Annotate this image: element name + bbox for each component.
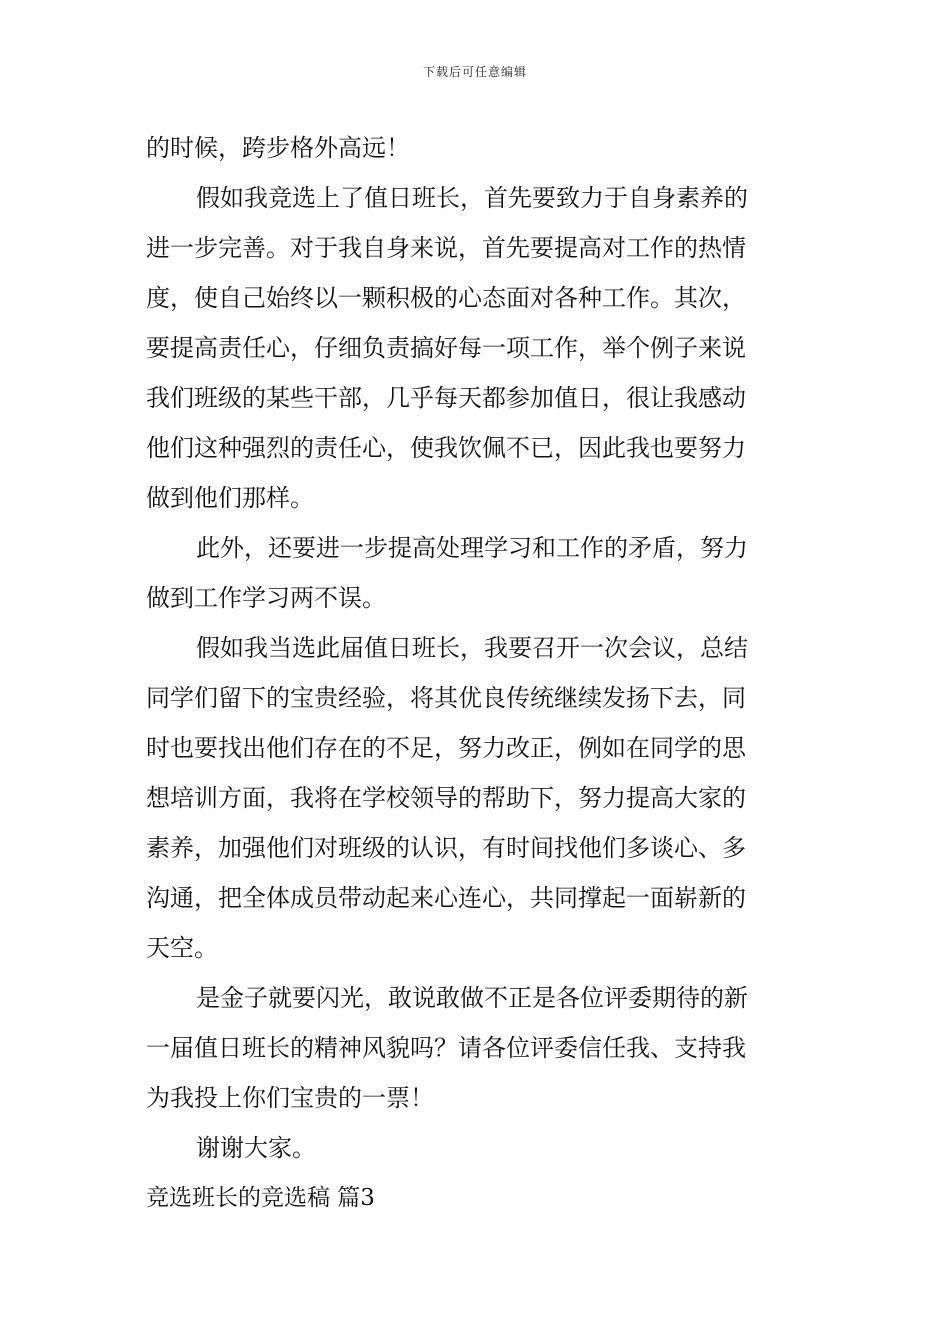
paragraph-first-line: 是金子就要闪光，敢说敢做不正是各位评委期待的新: [196, 984, 748, 1012]
body-line: 进一步完善。对于我自身来说，首先要提高对工作的热情: [146, 234, 746, 262]
closing-line: 谢谢大家。: [196, 1134, 316, 1162]
paragraph-first-line: 假如我当选此届值日班长，我要召开一次会议，总结: [196, 634, 748, 662]
paragraph-first-line: 假如我竞选上了值日班长，首先要致力于自身素养的: [196, 184, 748, 212]
body-line: 度，使自己始终以一颗积极的心态面对各种工作。其次，: [146, 284, 746, 312]
body-line: 他们这种强烈的责任心，使我饮佩不已，因此我也要努力: [146, 434, 746, 462]
section-heading: 竞选班长的竞选稿 篇3: [146, 1185, 375, 1211]
body-line: 为我投上你们宝贵的一票！: [146, 1084, 434, 1112]
body-line: 要提高责任心，仔细负责搞好每一项工作，举个例子来说: [146, 334, 746, 362]
paragraph-first-line: 此外，还要进一步提高处理学习和工作的矛盾，努力: [196, 534, 748, 562]
body-line: 的时候，跨步格外高远！: [146, 134, 410, 162]
body-line: 天空。: [146, 934, 218, 962]
page-header: 下载后可任意编辑: [422, 65, 527, 79]
body-line: 做到他们那样。: [146, 484, 314, 512]
body-line: 沟通，把全体成员带动起来心连心，共同撑起一面崭新的: [146, 884, 746, 912]
body-line: 一届值日班长的精神风貌吗？请各位评委信任我、支持我: [146, 1034, 746, 1062]
body-line: 时也要找出他们存在的不足，努力改正，例如在同学的思: [146, 734, 746, 762]
body-line: 素养，加强他们对班级的认识，有时间找他们多谈心、多: [146, 834, 746, 862]
body-line: 我们班级的某些干部，几乎每天都参加值日，很让我感动: [146, 384, 746, 412]
body-line: 做到工作学习两不误。: [146, 584, 386, 612]
body-line: 想培训方面，我将在学校领导的帮助下，努力提高大家的: [146, 784, 746, 812]
body-line: 同学们留下的宝贵经验，将其优良传统继续发扬下去，同: [146, 684, 746, 712]
